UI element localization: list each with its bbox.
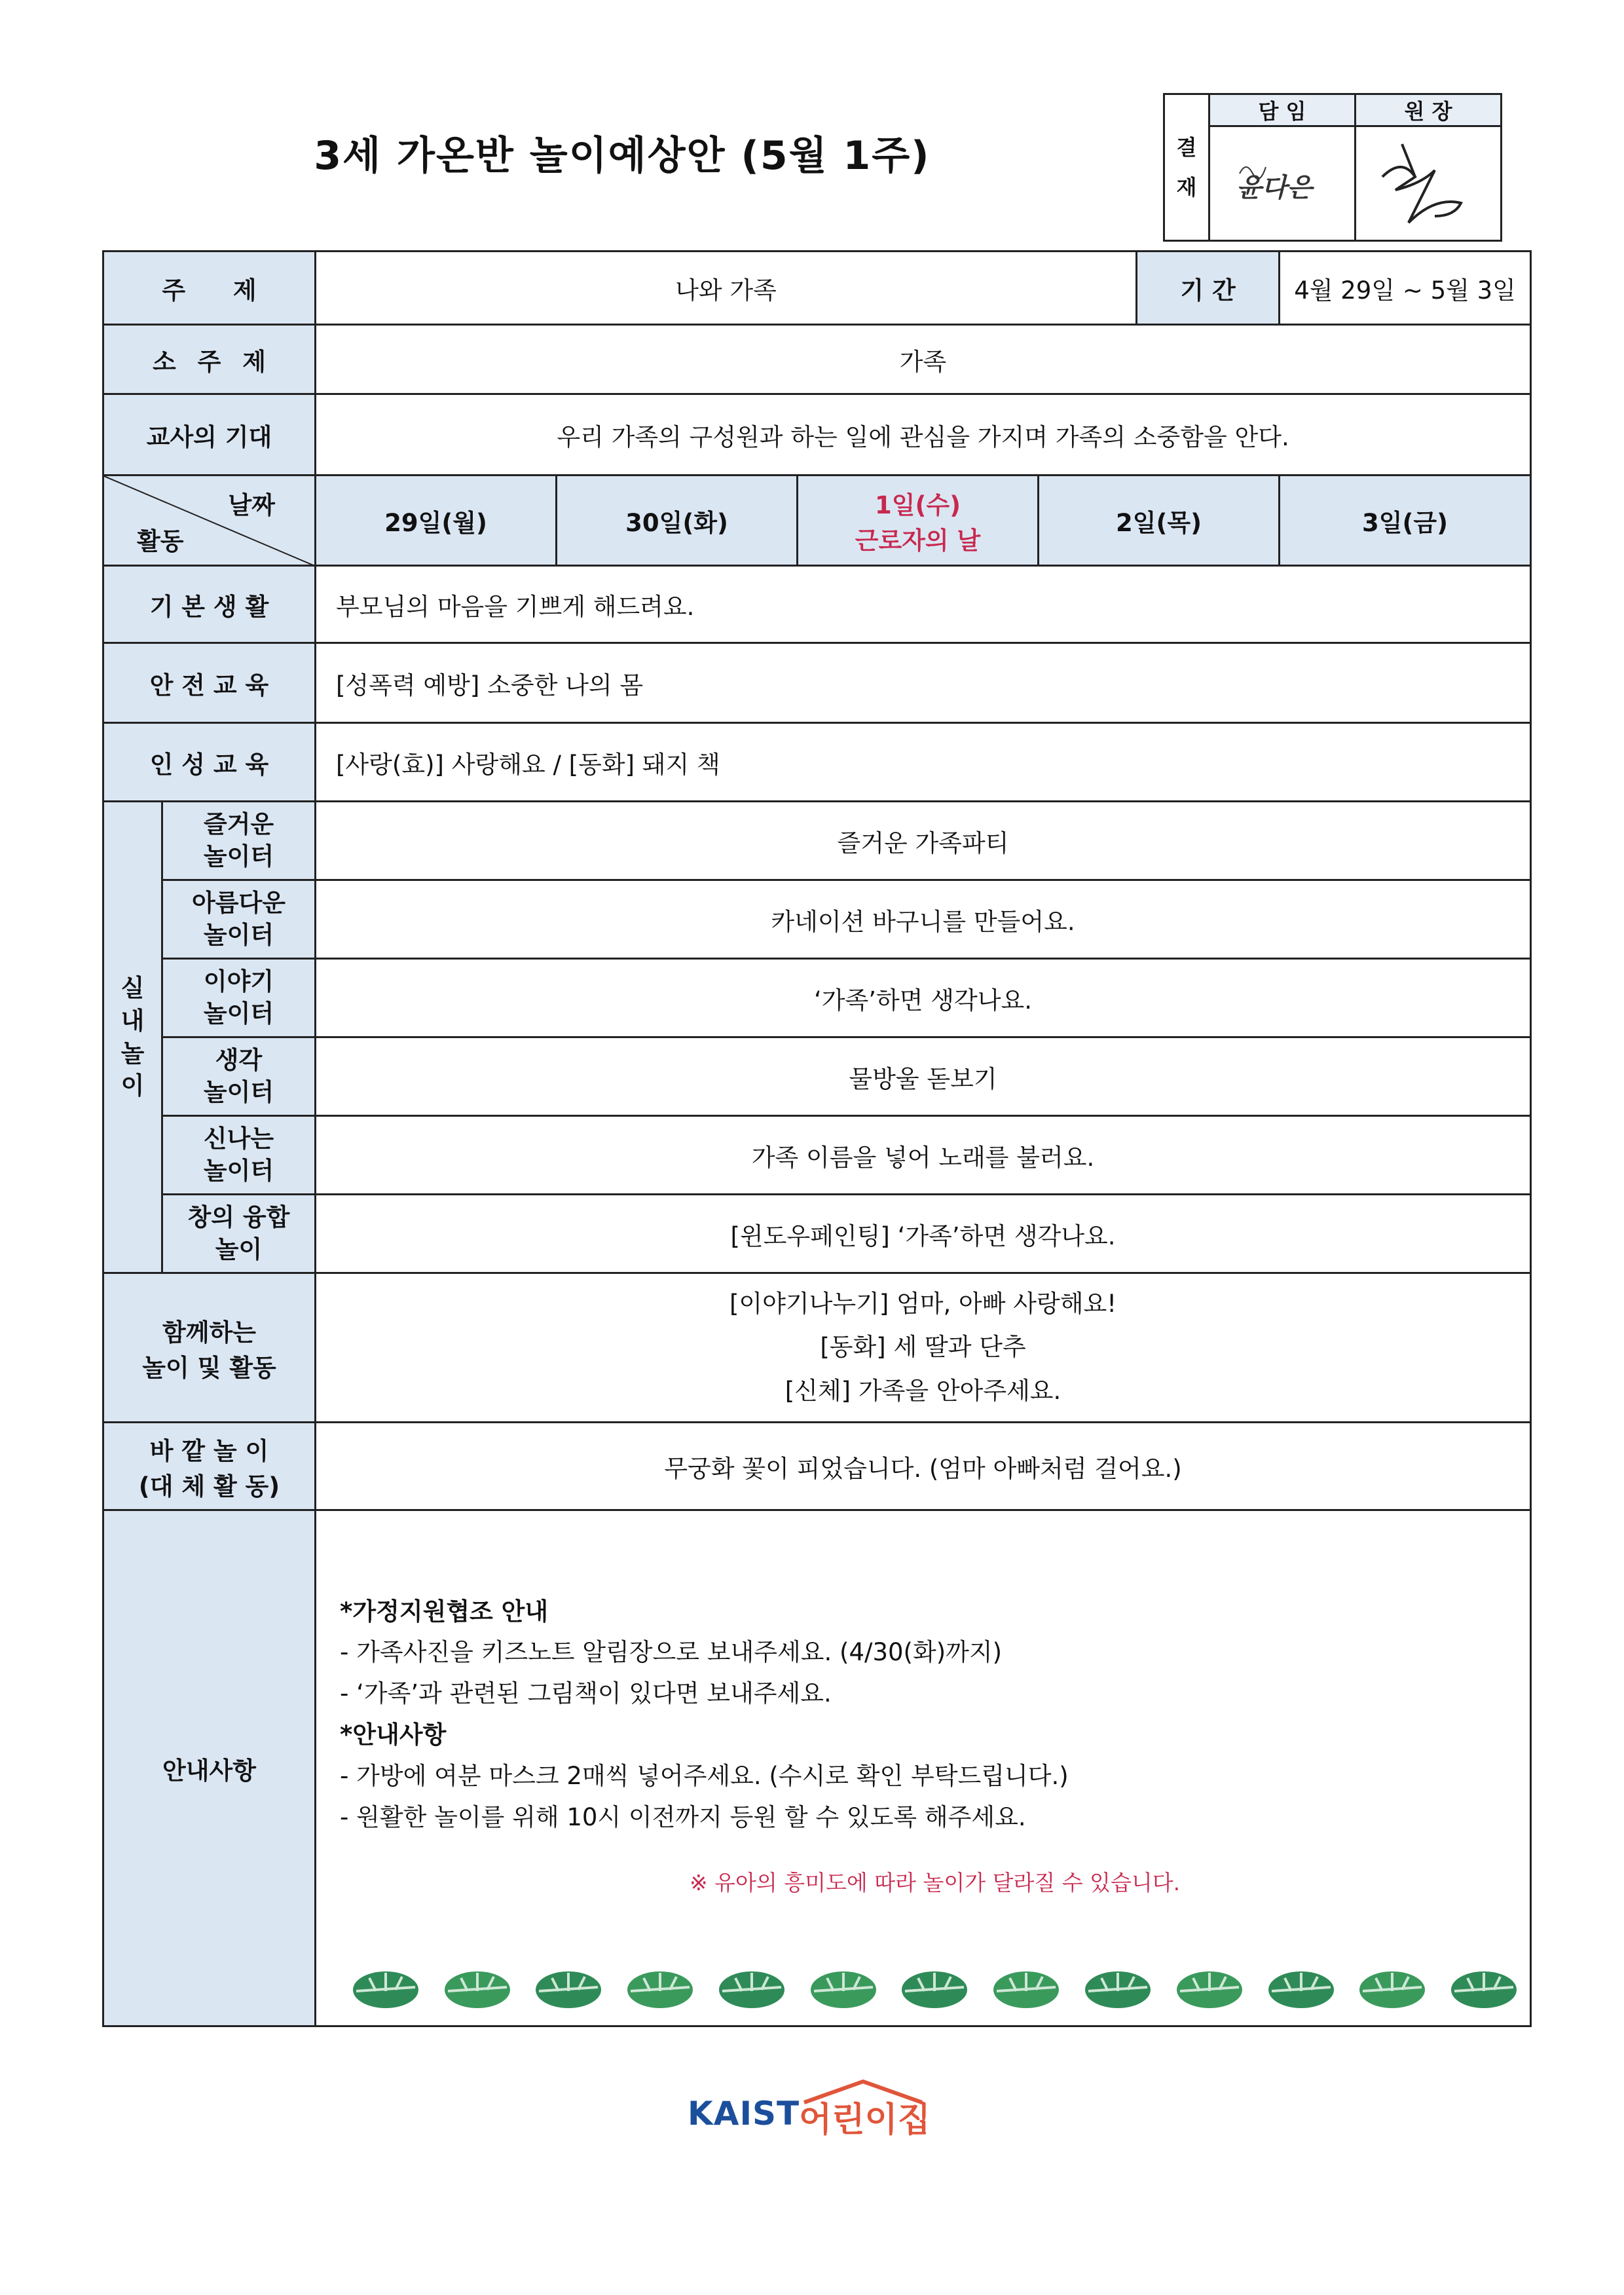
indoor-sub-label: 신나는 놀이터	[162, 1116, 316, 1195]
notice-line: - 가방에 여분 마스크 2매씩 넣어주세요. (수시로 확인 부탁드립니다.)	[340, 1762, 1069, 1791]
homeroom-signature	[1209, 126, 1356, 241]
outdoor-play-value: 무궁화 꽃이 피었습니다. (엄마 아빠처럼 걸어요.)	[316, 1423, 1531, 1510]
indoor-sub-label: 이야기 놀이터	[162, 959, 316, 1037]
notice-heading-family: *가정지원협조 안내	[340, 1597, 549, 1626]
page-title: 3세 가온반 놀이예상안 (5월 1주)	[314, 133, 931, 179]
together-activity-value: [이야기나누기] 엄마, 아빠 사랑해요! [동화] 세 딸과 단추 [신체] 가족을 안아주세요.	[316, 1273, 1531, 1423]
safety-education-label: 안 전 교 육	[103, 643, 316, 723]
leaf-icon	[1448, 1965, 1520, 2011]
indoor-activity: [윈도우페인팅] ‘가족’하면 생각나요.	[316, 1195, 1531, 1273]
character-education-value: [사랑(효)] 사랑해요 / [동화] 돼지 책	[316, 723, 1531, 802]
indoor-activity: 카네이션 바구니를 만들어요.	[316, 880, 1531, 959]
notice-content	[316, 1510, 1531, 2026]
date-header-label: 날짜	[228, 491, 275, 519]
period-label: 기 간	[1137, 252, 1280, 325]
notice-label: 안내사항	[103, 1510, 316, 2026]
plan-table	[102, 250, 1532, 2027]
theme-value: 나와 가족	[316, 252, 1137, 325]
kaist-daycare-logo	[688, 2083, 936, 2140]
interest-warning: ※ 유아의 흥미도에 따라 놀이가 달라질 수 있습니다.	[689, 1869, 1181, 1895]
indoor-activity: 물방울 돋보기	[316, 1037, 1531, 1116]
notice-line: - 원활한 놀이를 위해 10시 이전까지 등원 할 수 있도록 해주세요.	[340, 1802, 1026, 1831]
logo-brand: KAIST	[688, 2095, 800, 2133]
period-value: 4월 29일 ~ 5월 3일	[1280, 252, 1531, 325]
principal-signature	[1356, 126, 1502, 241]
notice-line: - 가족사진을 키즈노트 알림장으로 보내주세요. (4/30(화)까지)	[340, 1638, 1003, 1667]
theme-label: 주 제	[103, 252, 316, 325]
teacher-expectation-label: 교사의 기대	[103, 394, 316, 476]
leaf-icon	[350, 1965, 422, 2011]
homeroom-teacher-header: 담 임	[1209, 94, 1356, 126]
subtheme-value: 가족	[316, 325, 1531, 394]
indoor-activity: 즐거운 가족파티	[316, 802, 1531, 880]
basic-life-label: 기 본 생 활	[103, 566, 316, 643]
teacher-signature-icon	[1217, 134, 1348, 233]
svg-text:윤다은: 윤다은	[1236, 173, 1312, 203]
basic-life-value: 부모님의 마음을 기쁘게 해드려요.	[316, 566, 1531, 643]
day-monday: 29일(월)	[316, 476, 557, 566]
indoor-play-label: 실 내 놀 이	[103, 802, 162, 1273]
labor-day-label: 근로자의 날	[855, 526, 981, 555]
indoor-sub-label: 창의 융합 놀이	[162, 1195, 316, 1273]
together-activity-label: 함께하는 놀이 및 활동	[103, 1273, 316, 1423]
leaf-icon	[898, 1965, 970, 2011]
day-tuesday: 30일(화)	[557, 476, 798, 566]
diagonal-divider-icon	[104, 476, 316, 567]
teacher-expectation-value: 우리 가족의 구성원과 하는 일에 관심을 가지며 가족의 소중함을 안다.	[316, 394, 1531, 476]
leaf-icon	[624, 1965, 696, 2011]
character-education-label: 인 성 교 육	[103, 723, 316, 802]
logo-name: 어린이집	[799, 2100, 931, 2140]
subtheme-label: 소 주 제	[103, 325, 316, 394]
indoor-sub-label: 즐거운 놀이터	[162, 802, 316, 880]
leaf-icon	[441, 1965, 513, 2011]
leaf-icon	[1356, 1965, 1428, 2011]
activity-header-label: 활동	[137, 527, 184, 555]
leaf-icon	[532, 1965, 604, 2011]
approval-side-label: 결 재	[1164, 94, 1209, 241]
principal-signature-icon	[1363, 131, 1494, 236]
notice-heading-general: *안내사항	[340, 1721, 447, 1749]
indoor-activity: 가족 이름을 넣어 노래를 불러요.	[316, 1116, 1531, 1195]
day-friday: 3일(금)	[1280, 476, 1531, 566]
approval-box	[1163, 93, 1502, 242]
notice-line: - ‘가족’과 관련된 그림책이 있다면 보내주세요.	[340, 1679, 832, 1708]
outdoor-play-label: 바 깥 놀 이 (대 체 활 동)	[103, 1423, 316, 1510]
leaf-border	[340, 1965, 1530, 2011]
indoor-activity: ‘가족’하면 생각나요.	[316, 959, 1531, 1037]
principal-header: 원 장	[1356, 94, 1502, 126]
indoor-sub-label: 생각 놀이터	[162, 1037, 316, 1116]
date-activity-header	[103, 476, 316, 566]
day-thursday: 2일(목)	[1039, 476, 1280, 566]
leaf-icon	[990, 1965, 1062, 2011]
leaf-icon	[716, 1965, 788, 2011]
leaf-icon	[1265, 1965, 1337, 2011]
safety-education-value: [성폭력 예방] 소중한 나의 몸	[316, 643, 1531, 723]
leaf-icon	[1173, 1965, 1246, 2011]
indoor-sub-label: 아름다운 놀이터	[162, 880, 316, 959]
leaf-icon	[807, 1965, 879, 2011]
day-wednesday: 1일(수) 근로자의 날	[798, 476, 1039, 566]
leaf-icon	[1082, 1965, 1154, 2011]
